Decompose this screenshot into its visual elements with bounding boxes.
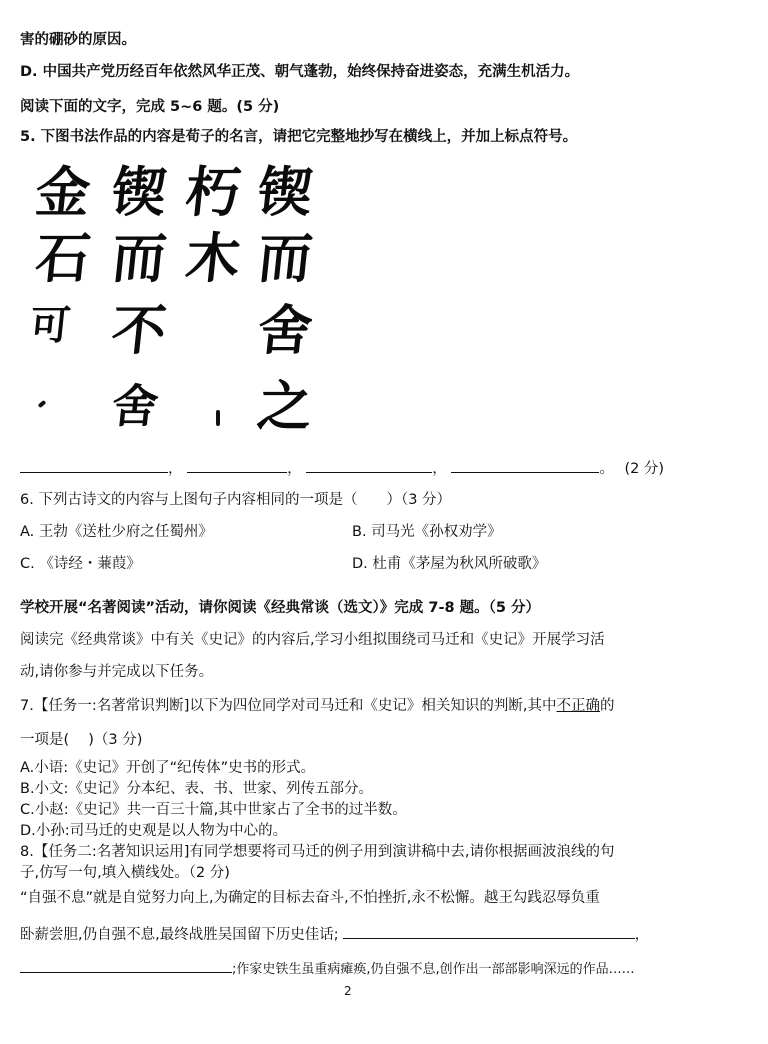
activity-desc-2: 动,请你参与并完成以下任务。: [20, 664, 214, 680]
page-number: 2: [344, 984, 352, 998]
calligraphy-char: 而: [254, 226, 316, 290]
question-8-line-1: 8.【任务二:名著知识运用]有同学想要将司马迁的例子用到演讲稿中去,请你根据画波浪线的句: [20, 844, 615, 860]
q8-passage-2-text: 卧薪尝胆,仍自强不息,最终战胜吴国留下历史佳话;: [20, 927, 339, 943]
question-7: [20, 696, 748, 716]
q7-underlined-keyword: 不正确: [556, 698, 600, 714]
top-line: 害的硼砂的原因。: [20, 32, 136, 48]
option-d-previous: D. 中国共产党历经百年依然风华正茂、朝气蓬勃，始终保持奋进姿态，充满生机活力。: [20, 64, 580, 80]
q5-comma: ，: [432, 461, 447, 477]
section-intro: 阅读下面的文字，完成 5~6 题。(5 分): [20, 99, 280, 115]
q5-points: (2 分): [624, 461, 665, 477]
q5-comma: ，: [287, 461, 302, 477]
calligraphy-char: 石: [32, 226, 94, 290]
q7-text: 7.【任务一:名著常识判断]以下为四位同学对司马迁和《史记》相关知识的判断,其中: [20, 698, 557, 714]
q5-blank-1[interactable]: [20, 458, 168, 473]
q6-option-c[interactable]: C. 《诗经・蒹葭》: [20, 556, 141, 572]
calligraphy-stroke: [38, 400, 47, 408]
calligraphy-char: 之: [254, 374, 316, 438]
calligraphy-char: 锲: [254, 160, 316, 224]
q7-option-a[interactable]: A.小语:《史记》开创了“纪传体”史书的形式。: [20, 760, 316, 776]
q8-passage-3: [20, 958, 748, 980]
question-8-line-2: 子,仿写一句,填入横线处。（2 分): [20, 865, 230, 881]
q6-option-a[interactable]: A. 王勃《送杜少府之任蜀州》: [20, 524, 213, 540]
q5-blank-2[interactable]: [187, 458, 287, 473]
q7-option-b[interactable]: B.小文:《史记》分本纪、表、书、世家、列传五部分。: [20, 781, 373, 797]
q8-passage-3-text: ;作家史铁生虽重病瘫痪,仍自强不息,创作出一部部影响深远的作品……: [232, 962, 635, 977]
calligraphy-char: 金: [32, 160, 94, 224]
q6-option-b[interactable]: B. 司马光《孙权劝学》: [352, 524, 502, 540]
q7-option-c[interactable]: C.小赵:《史记》共一百三十篇,其中世家占了全书的过半数。: [20, 802, 407, 818]
calligraphy-char: 舍: [109, 379, 161, 433]
calligraphy-char: 朽: [182, 160, 244, 224]
q8-comma: ，: [634, 927, 650, 943]
calligraphy-char: 舍: [254, 298, 316, 362]
calligraphy-char: 可: [27, 302, 73, 349]
q5-blank-3[interactable]: [306, 458, 432, 473]
calligraphy-char: 锲: [108, 160, 170, 224]
activity-intro: 学校开展“名著阅读”活动，请你阅读《经典常谈（选文）》完成 7-8 题。（5 分）: [20, 600, 540, 616]
q7-text-end: 的: [599, 698, 615, 714]
question-6: 6. 下列古诗文的内容与上图句子内容相同的一项是（ ）（3 分）: [20, 492, 452, 508]
q8-blank-2[interactable]: [20, 958, 232, 973]
q8-blank-1[interactable]: [343, 924, 635, 939]
q8-passage-2: [20, 924, 748, 945]
question-5: 5. 下图书法作品的内容是荀子的名言，请把它完整地抄写在横线上，并加上标点符号。: [20, 129, 578, 145]
calligraphy-char: 木: [182, 226, 244, 290]
q8-passage-1: “自强不息”就是自觉努力向上,为确定的目标去奋斗,不怕挫折,永不松懈。越王勾践忍辱负重: [20, 890, 600, 906]
activity-desc-1: 阅读完《经典常谈》中有关《史记》的内容后,学习小组拟围绕司马迁和《史记》开展学习活: [20, 632, 605, 648]
q5-blank-4[interactable]: [451, 458, 599, 473]
calligraphy-char: 而: [108, 226, 170, 290]
question-7-line-2: 一项是( )（3 分): [20, 732, 143, 748]
q5-period: 。: [599, 461, 614, 477]
calligraphy-char: 不: [108, 298, 170, 362]
q6-option-d[interactable]: D. 杜甫《茅屋为秋风所破歌》: [352, 556, 547, 572]
calligraphy-stroke: [216, 410, 220, 426]
q5-answer-row: [20, 458, 748, 479]
q5-comma: ，: [168, 461, 183, 477]
q7-option-d[interactable]: D.小孙:司马迁的史观是以人物为中心的。: [20, 823, 288, 839]
